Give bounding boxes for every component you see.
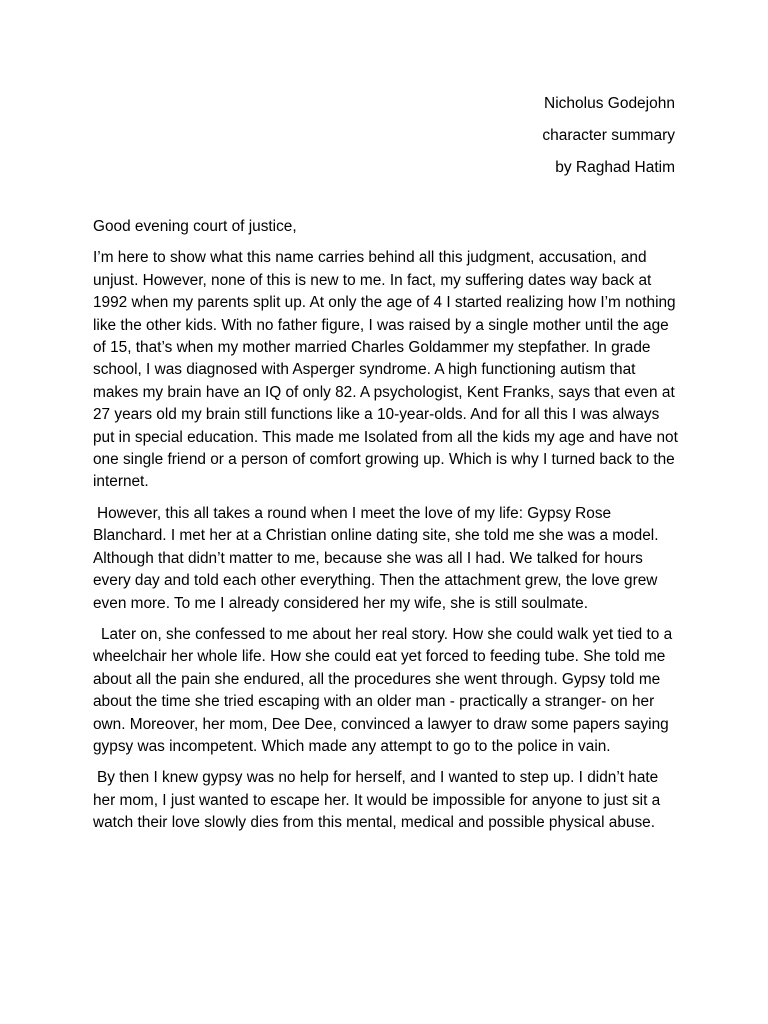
paragraph-4: By then I knew gypsy was no help for herself, and I wanted to step up. I didn’t hate her mom, I just wanted to escape her. It would be impossible for anyone to just sit a watch their love slowly dies from this mental, medical and possible physical abuse. — [93, 769, 661, 832]
paragraph-2: However, this all takes a round when I meet the love of my life: Gypsy Rose Blanchard. I met her at a Christian online dating site, she told me she was a model. Although that didn’t matter to me, because she was all I had. We talked for hours every day and told each other everything. Then the attachment grew, the love grew even more. To me I already considered her my wife, she is still soulmate. — [93, 504, 659, 612]
document-header — [542, 88, 675, 184]
author-name-heading: Nicholus Godejohn — [544, 95, 675, 112]
document-subtitle: character summary — [542, 127, 675, 144]
paragraph-1: I’m here to show what this name carries behind all this judgment, accusation, and unjust. However, none of this is new to me. In fact, my suffering dates way back at 1992 when my parents split up. At only the age of 4 I started realizing how I’m nothing like the other kids. With no father figure, I was raised by a single mother until the age of 15, that’s when my mother married Charles Goldammer my stepfather. In grade school, I was diagnosed with Asperger syndrome. A high functioning autism that makes my brain have an IQ of only 82. A psychologist, Kent Franks, says that even at 27 years old my brain still functions like a 10-year-olds. And for all this I was always put in special education. This made me Isolated from all the kids my age and have not one single friend or a person of comfort growing up. Which is why I turned back to the internet. — [93, 249, 678, 491]
paragraph-3: Later on, she confessed to me about her real story. How she could walk yet tied to a wheelchair her whole life. How she could eat yet forced to feeding tube. She told me about all the pain she endured, all the procedures she went through. Gypsy told me about the time she tried escaping with an older man - practically a stranger- on her own. Moreover, her mom, Dee Dee, convinced a lawyer to draw some papers saying gypsy was incompetent. Which made any attempt to go to the police in vain. — [93, 625, 673, 755]
document-body — [93, 216, 678, 844]
greeting-line: Good evening court of justice, — [93, 218, 297, 235]
byline: by Raghad Hatim — [555, 159, 675, 176]
